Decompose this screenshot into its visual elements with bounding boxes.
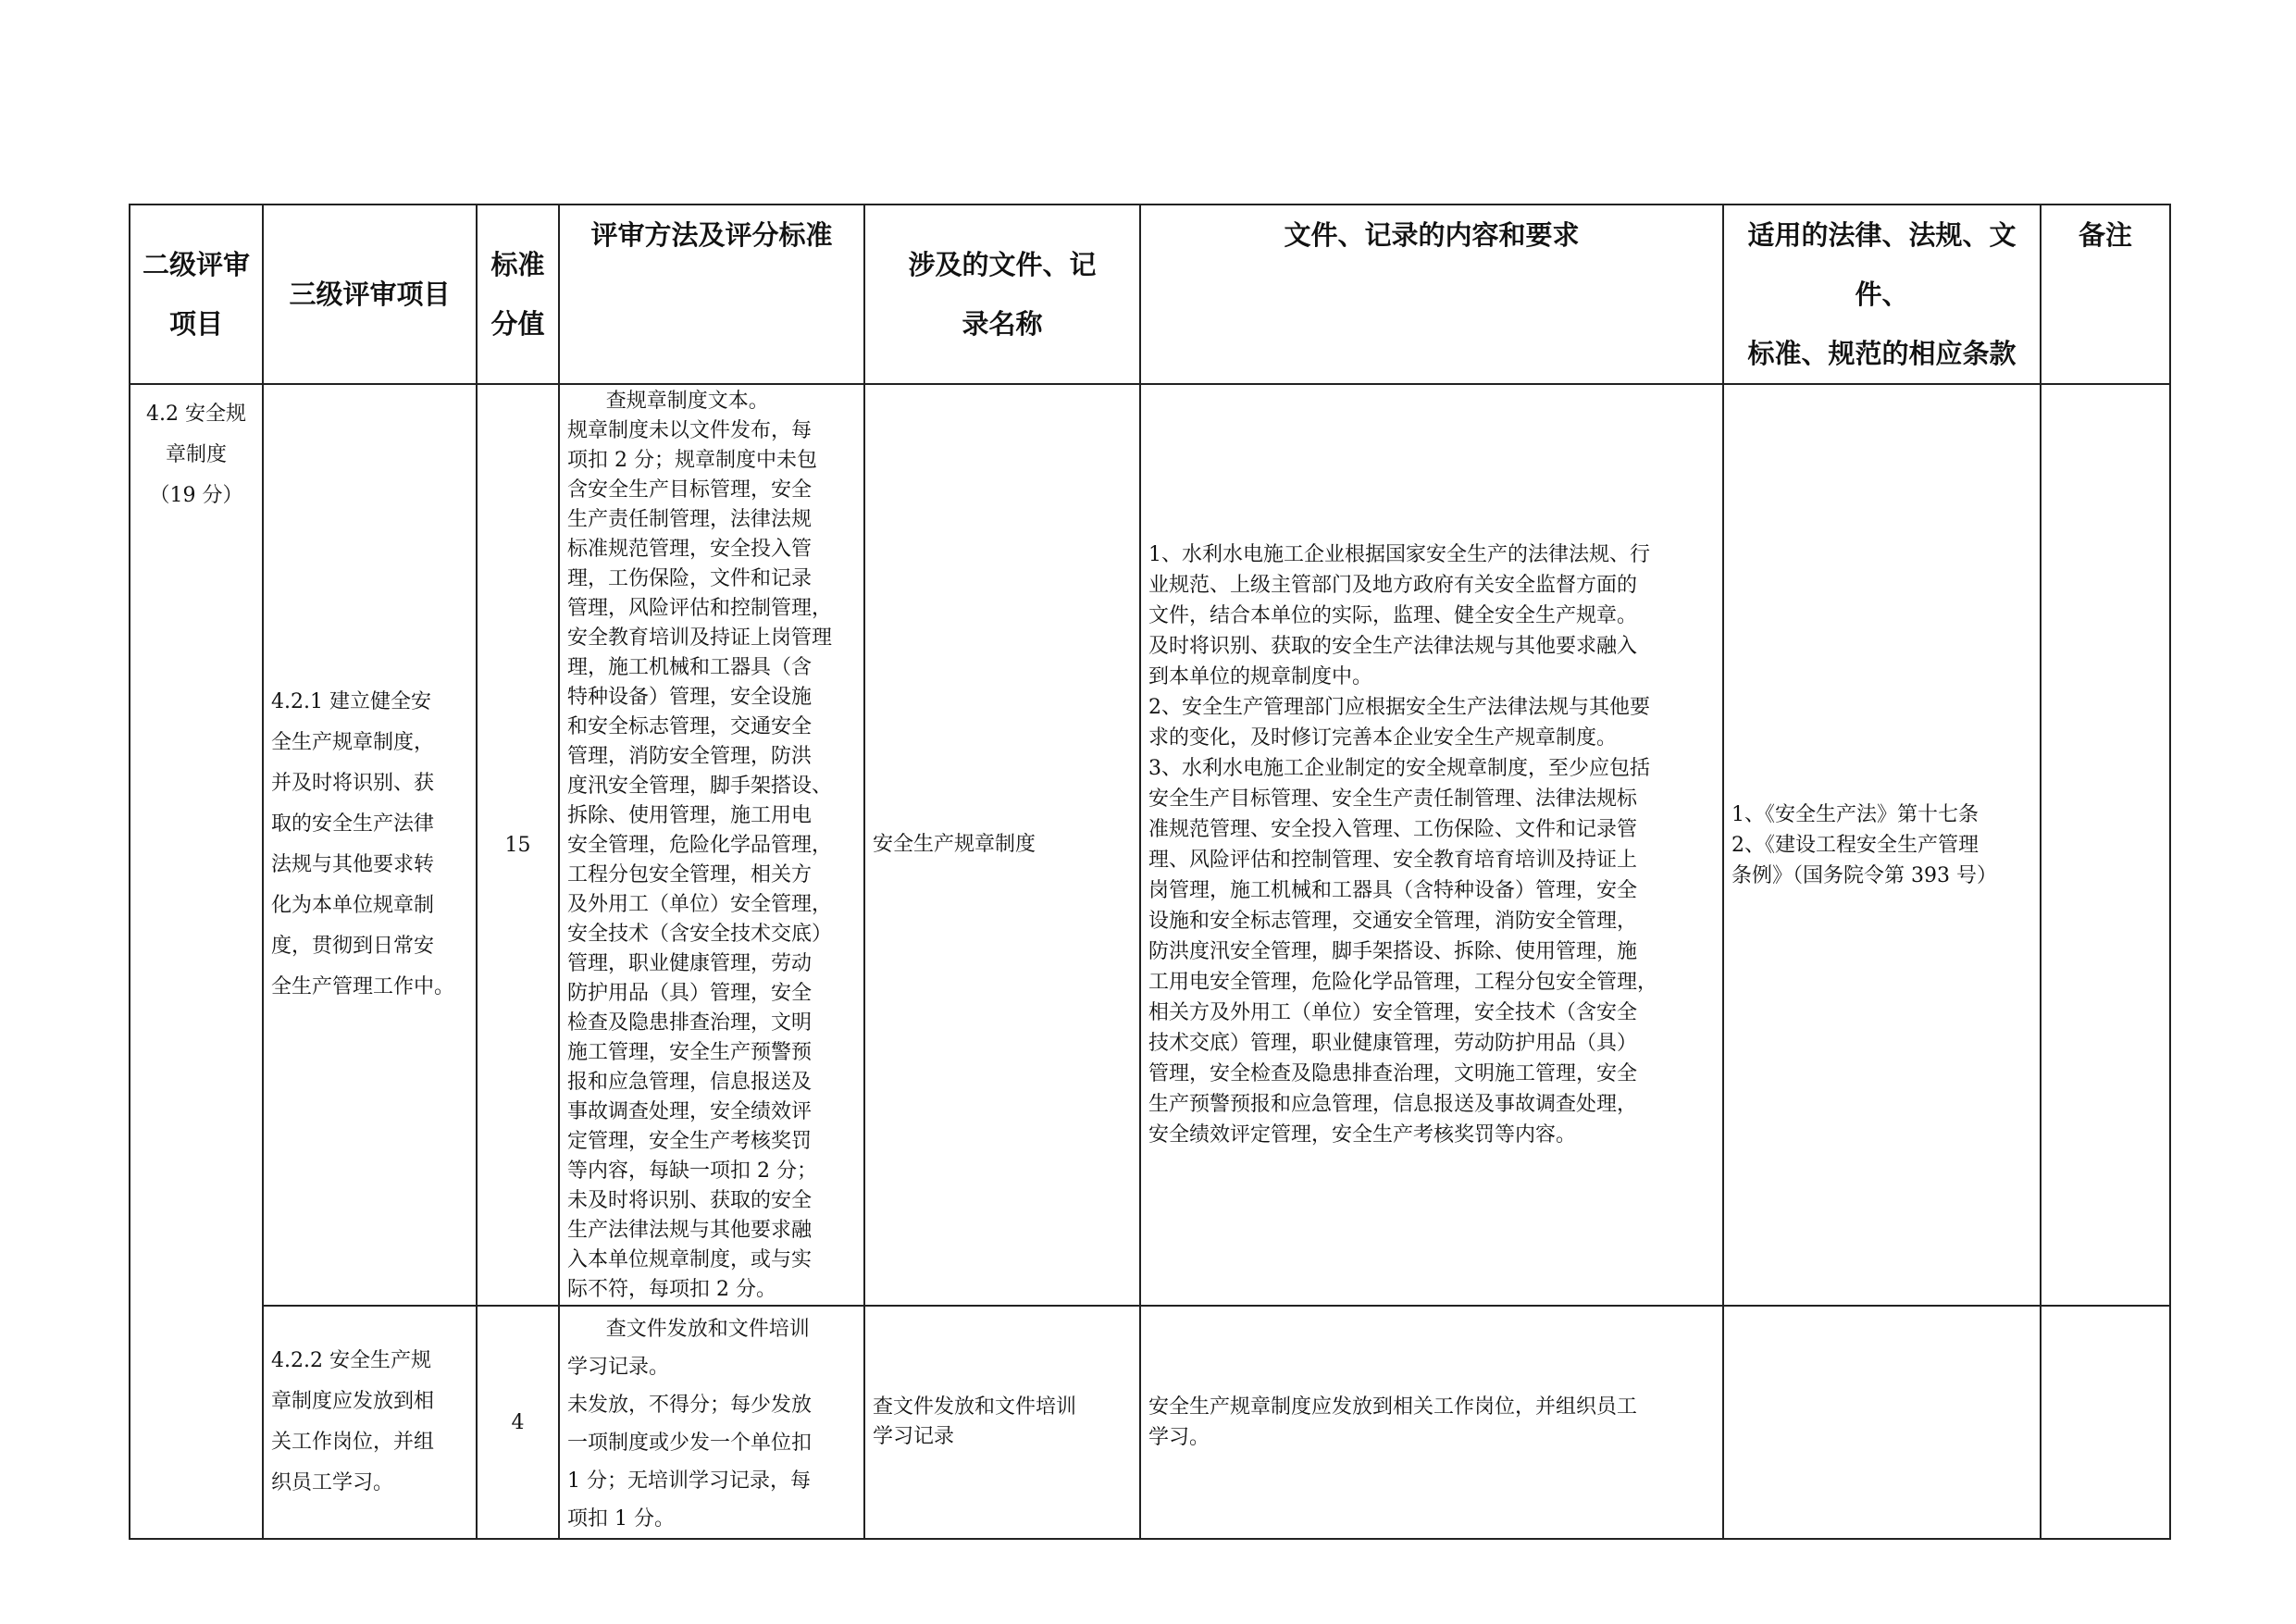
law-cell <box>1723 1306 2041 1539</box>
header-method: 评审方法及评分标准 <box>559 205 864 384</box>
score-cell: 4 <box>477 1306 559 1539</box>
method-cell: 查文件发放和文件培训 学习记录。 未发放，不得分；每少发放 一项制度或少发一个单位扣 1 分；无培训学习记录，每 项扣 1 分。 <box>559 1306 864 1539</box>
header-law: 适用的法律、法规、文件、 标准、规范的相应条款 <box>1723 205 2041 384</box>
header-row <box>130 205 2170 384</box>
level2-item-cell: 4.2 安全规 章制度 （19 分） <box>130 384 263 1539</box>
remark-cell <box>2041 384 2170 1306</box>
header-score: 标准 分值 <box>477 205 559 384</box>
requirements-cell: 安全生产规章制度应发放到相关工作岗位，并组织员工 学习。 <box>1140 1306 1723 1539</box>
level3-item-cell: 4.2.1 建立健全安 全生产规章制度， 并及时将识别、获 取的安全生产法律 法规与其他要求转 化为本单位规章制 度，贯彻到日常安 全生产管理工作中。 <box>263 384 477 1306</box>
method-cell: 查规章制度文本。 规章制度未以文件发布，每 项扣 2 分；规章制度中未包 含安全生产目标管理，安全 生产责任制管理，法律法规 标准规范管理，安全投入管 理，工伤保险，文件和记录 管理，风险评估和控制管理， 安全教育培训及持证上岗管理 理，施工机械和工器具（含 特种设备）管理，安全设施 和安全标志管理，交通安全 管理，消防安全管理，防洪 度汛安全管理，脚手架搭设、 拆除、使用管理，施工用电 安全管理，危险化学品管理， 工程分包安全管理，相关方 及外用工（单位）安全管理， 安全技术（含安全技术交底） 管理，职业健康管理，劳动 防护用品（具）管理，安全 检查及隐患排查治理，文明 施工管理，安全生产预警预 报和应急管理，信息报送及 事故调查处理，安全绩效评 定管理，安全生产考核奖罚 等内容，每缺一项扣 2 分； 未及时将识别、获取的安全 生产法律法规与其他要求融 入本单位规章制度，或与实 际不符，每项扣 2 分。 <box>559 384 864 1306</box>
docs-cell: 查文件发放和文件培训 学习记录 <box>864 1306 1140 1539</box>
table-row <box>130 1306 2170 1539</box>
table-row <box>130 384 2170 1306</box>
remark-cell <box>2041 1306 2170 1539</box>
header-requirements: 文件、记录的内容和要求 <box>1140 205 1723 384</box>
header-remark: 备注 <box>2041 205 2170 384</box>
header-level2: 二级评审 项目 <box>130 205 263 384</box>
level3-item-cell: 4.2.2 安全生产规 章制度应发放到相 关工作岗位，并组 织员工学习。 <box>263 1306 477 1539</box>
evaluation-table <box>129 204 2171 1540</box>
score-cell: 15 <box>477 384 559 1306</box>
law-cell: 1、《安全生产法》第十七条 2、《建设工程安全生产管理 条例》（国务院令第 393 号） <box>1723 384 2041 1306</box>
docs-cell: 安全生产规章制度 <box>864 384 1140 1306</box>
header-docs: 涉及的文件、记 录名称 <box>864 205 1140 384</box>
requirements-cell: 1、水利水电施工企业根据国家安全生产的法律法规、行 业规范、上级主管部门及地方政府有关安全监督方面的 文件，结合本单位的实际，监理、健全安全生产规章。 及时将识别、获取的安全生产法律法规与其他要求融入 到本单位的规章制度中。 2、安全生产管理部门应根据安全生产法律法规与其他要 求的变化，及时修订完善本企业安全生产规章制度。 3、水利水电施工企业制定的安全规章制度，至少应包括 安全生产目标管理、安全生产责任制管理、法律法规标 准规范管理、安全投入管理、工伤保险、文件和记录管 理、风险评估和控制管理、安全教育培育培训及持证上 岗管理，施工机械和工器具（含特种设备）管理，安全 设施和安全标志管理，交通安全管理，消防安全管理， 防洪度汛安全管理，脚手架搭设、拆除、使用管理，施 工用电安全管理，危险化学品管理，工程分包安全管理， 相关方及外用工（单位）安全管理，安全技术（含安全 技术交底）管理，职业健康管理，劳动防护用品（具） 管理，安全检查及隐患排查治理，文明施工管理，安全 生产预警预报和应急管理，信息报送及事故调查处理， 安全绩效评定管理，安全生产考核奖罚等内容。 <box>1140 384 1723 1306</box>
header-level3: 三级评审项目 <box>263 205 477 384</box>
